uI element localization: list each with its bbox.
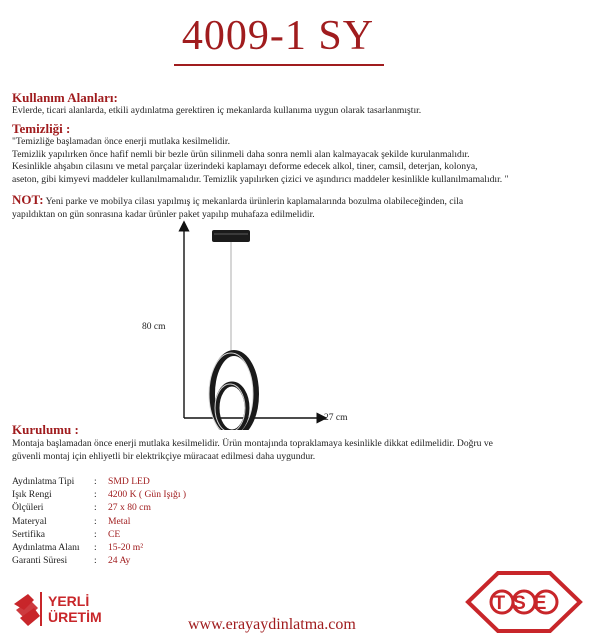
spec-value: 24 Ay (108, 555, 131, 567)
website-link[interactable]: www.erayaydinlatma.com (188, 616, 356, 633)
inner-ring (217, 384, 247, 430)
uretim-text: ÜRETİM (48, 609, 102, 625)
cleaning-text (12, 136, 582, 186)
installation-line: güvenli montaj için ehliyetli bir elektrikçiye müracaat edilmesi daha uygundur. (12, 450, 316, 462)
spec-label: Ölçüleri (12, 502, 44, 514)
tse-logo (464, 570, 584, 634)
note-line (12, 194, 582, 209)
tse-text: TSE (493, 593, 555, 614)
ceiling-canopy (212, 230, 250, 242)
spec-label: Sertifika (12, 528, 46, 540)
spec-value: 15-20 m² (108, 541, 144, 553)
yerli-text: YERLİ (48, 593, 90, 609)
usage-heading: Kullanım Alanları: (12, 90, 118, 105)
spec-value: 4200 K ( Gün Işığı ) (108, 489, 187, 501)
usage-text (12, 105, 582, 118)
spec-value: CE (108, 528, 121, 540)
spec-label: Işık Rengi (12, 489, 52, 501)
height-label: 80 cm (142, 322, 166, 332)
usage-line: Evlerde, ticari alanlarda, etkili aydınlatma gerektiren iç mekanlarda kullanıma uygun olarak tasarlanmıştır. (12, 105, 422, 116)
note-first-line: Yeni parke ve mobilya cilası yapılmış iç mekanlarda ürünlerin kaplamalarında bozulma olabileceğinden, cila (43, 196, 464, 207)
installation-heading: Kurulumu : (12, 422, 79, 437)
note-label: NOT: (12, 192, 44, 207)
yerli-uretim-logo (10, 588, 116, 630)
installation-line: Montaja başlamadan önce enerji mutlaka kesilmelidir. Ürün montajında topraklamaya kesinlikle dikkat edilmelidir. Doğru ve (12, 438, 493, 449)
title-underline (174, 64, 384, 66)
product-diagram (150, 218, 370, 430)
spec-value: Metal (108, 515, 131, 527)
cleaning-line: Kesinlikle ahşabın cilasını ve metal parçalar üzerindeki kaplamayı deforme edecek alkol, tiner, camsil, deterjan, kolonya, (12, 161, 478, 173)
spec-label: Aydınlatma Alanı (12, 541, 80, 553)
cleaning-line: Temizlik yapılırken önce hafif nemli bir bezle ürün silinmeli daha sonra nemli alan kalmayacak şekilde kurulanmalıdır. (12, 148, 470, 160)
spec-label: Materyal (12, 515, 47, 527)
product-title: 4009-1 SY (181, 13, 375, 59)
spec-value: 27 x 80 cm (108, 502, 151, 514)
spec-label: Aydınlatma Tipi (12, 476, 75, 487)
width-label: 27 cm (324, 413, 348, 423)
cleaning-heading: Temizliği : (12, 121, 71, 136)
installation-text (12, 438, 582, 463)
cleaning-line: "Temizliğe başlamadan önce enerji mutlaka kesilmelidir. (12, 136, 230, 147)
note-line: yapıldıktan on gün sonrasına kadar ürünler paket yapılıp muhafaza edilmelidir. (12, 208, 315, 220)
cleaning-line: aseton, gibi kimyevi maddeler kullanılmamalıdır. Temizlik yapılırken çizici ve aşındırıcı maddeler kesinlikle kullanılmamalıdır. " (12, 173, 509, 185)
spec-value: SMD LED (108, 476, 150, 487)
spec-label: Garanti Süresi (12, 555, 68, 567)
